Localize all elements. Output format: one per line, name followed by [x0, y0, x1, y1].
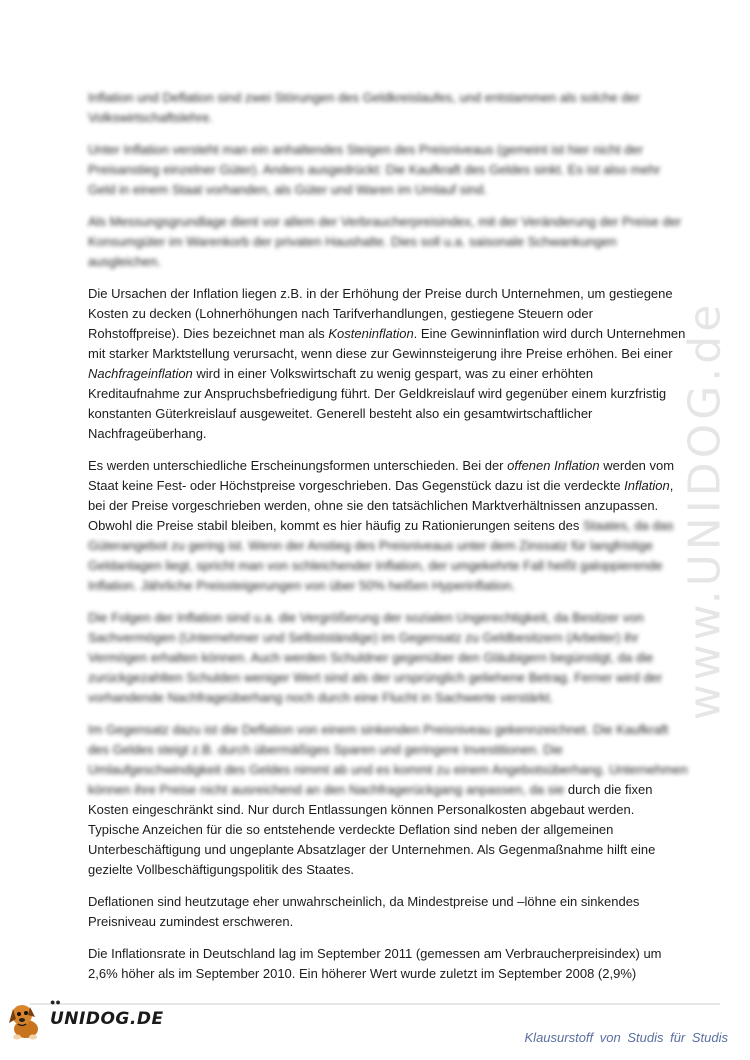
blurred-text-run: Im Gegensatz dazu ist die Deflation von einem sinkenden Preisniveau gekennzeichnet. Die Kaufkraft des Geldes steigt z.B. durch übermäßiges Sparen und geringere Investitionen. Die Umlaufgeschwindigkeit des Geldes nimmt ab und es kommt zu einem Angebotsüberhang. Unternehmen können ihre Preise nicht ausreichend an den Nachfragerückgang anpassen, da sie [88, 722, 688, 797]
text-run: werden vom Staat keine Fest- oder Höchstpreise vorgeschrieben. Das Gegenstück dazu ist die verdeckte [88, 458, 675, 493]
paragraph-definition: Unter Inflation versteht man ein anhaltendes Steigen des Preisniveaus (gemeint ist hier nicht der Preisanstieg einzelner Güter). Anders ausgedrückt: Die Kaufkraft des Geldes sinkt. Es ist also mehr Geld in einem Staat vorhanden, als Güter und Waren im Umlauf sind. [88, 142, 661, 197]
blurred-text-run: Staates, da das Güterangebot zu gering ist. Wenn der Anstieg des Preisniveaus unter dem Zinssatz für langfristige Geldanlagen liegt, spricht man von schleichender Inflation, der umgekehrte Fall heißt galoppierende Inflation. Jährliche Preissteigerungen von über 50% heißen Hyperinflation. [88, 518, 674, 593]
term-offene-inflation: offenen Inflation [507, 458, 600, 473]
watermark [679, 275, 731, 745]
paragraph-causes [88, 284, 688, 444]
text-run: Es werden unterschiedliche Erscheinungsformen unterschieden. Bei der [88, 458, 508, 473]
text-run: Die Ursachen der Inflation liegen z.B. in der Erhöhung der Preise durch Unternehmen, um gestiegene Kosten zu decken (Lohnerhöhungen nach Tarifverhandlungen, gestiegene Steuern oder Rohstoffpreise). Dies bezeichnet man als [88, 286, 673, 341]
text-run: wird in einer Volkswirtschaft zu wenig gespart, was zu einer erhöhten Kreditaufnahme zur Anspruchsbefriedigung führt. Der Geldkreislauf wird gegenüber einem kurzfristig konstanten Güterkreislauf ausgeweitet. Generell besteht also ein gesamtwirtschaftlicher Nachfrageüberhang. [88, 366, 667, 441]
paragraph-deflation-likelihood: Deflationen sind heutzutage eher unwahrscheinlich, da Mindestpreise und –löhne ein sinkendes Preisniveau zumindest erschweren. [88, 894, 640, 929]
paragraph-consequences: Die Folgen der Inflation sind u.a. die Vergrößerung der sozialen Ungerechtigkeit, da Besitzer von Sachvermögen (Unternehmer und Selbstständige) im Gegensatz zu Geldbesitzern (Arbeiter) ihr Vermögen erhalten können. Auch werden Schuldner gegenüber den Gläubigern begünstigt, da die zurückgezahlten Schulden weniger Wert sind als der ursprünglich geliehene Betrag. Ferner wird der vorhandende Nachfrageüberhang noch durch eine Flucht in Sachwerte verstärkt. [88, 610, 663, 705]
logo-text: UNIDOG.DE [50, 1009, 164, 1029]
paragraph-inflation-rate: Die Inflationsrate in Deutschland lag im September 2011 (gemessen am Verbraucherpreisindex) um 2,6% höher als im September 2010. Ein höherer Wert wurde zuletzt im September 2008 (2,9%) [88, 946, 662, 981]
document-body [88, 88, 688, 996]
unidog-logo[interactable] [4, 995, 164, 1043]
paragraph-intro: Inflation und Deflation sind zwei Störungen des Geldkreislaufes, und entstammen als solche der Volkswirtschaftslehre. [88, 90, 641, 125]
paragraph-forms [88, 456, 688, 596]
paw-prints-icon: ●● [50, 997, 61, 1007]
watermark-text: www.UNIDOG.de [679, 300, 731, 720]
text-run: , bei der Preise vorgeschrieben werden, ohne sie den tatsächlichen Marktverhältnissen anzupassen. Obwohl die Preise stabil bleiben, kommt es hier häufig zu Rationierungen seitens des [88, 478, 674, 533]
text-run: durch die fixen Kosten eingeschränkt sind. Nur durch Entlassungen können Personalkosten abgebaut werden. Typische Anzeichen für die so entstehende verdeckte Deflation sind neben der allgemeinen Unterbeschäftigung und ungeplante Absatzlager der Unternehmen. Als Gegenmaßnahme hilft eine gezielte Vollbeschäftigungspolitik des Staates. [88, 782, 656, 877]
term-nachfrageinflation: Nachfrageinflation [88, 366, 193, 381]
paragraph-measurement: Als Messungsgrundlage dient vor allem der Verbraucherpreisindex, mit der Veränderung der Preise der Konsumgüter im Warenkorb der privaten Haushalte. Dies soll u.a. saisonale Schwankungen ausgleichen. [88, 214, 682, 269]
footer-slogan: Klausurstoff von Studis für Studis [524, 1030, 728, 1045]
dog-icon [4, 995, 52, 1043]
term-kosteninflation: Kosteninflation [328, 326, 414, 341]
paragraph-deflation [88, 720, 688, 880]
term-inflation: Inflation [624, 478, 670, 493]
text-run: . Eine Gewinninflation wird durch Unternehmen mit starker Marktstellung verursacht, wenn diese zur Gewinnsteigerung ihre Preise erhöhen. Bei einer [88, 326, 686, 361]
